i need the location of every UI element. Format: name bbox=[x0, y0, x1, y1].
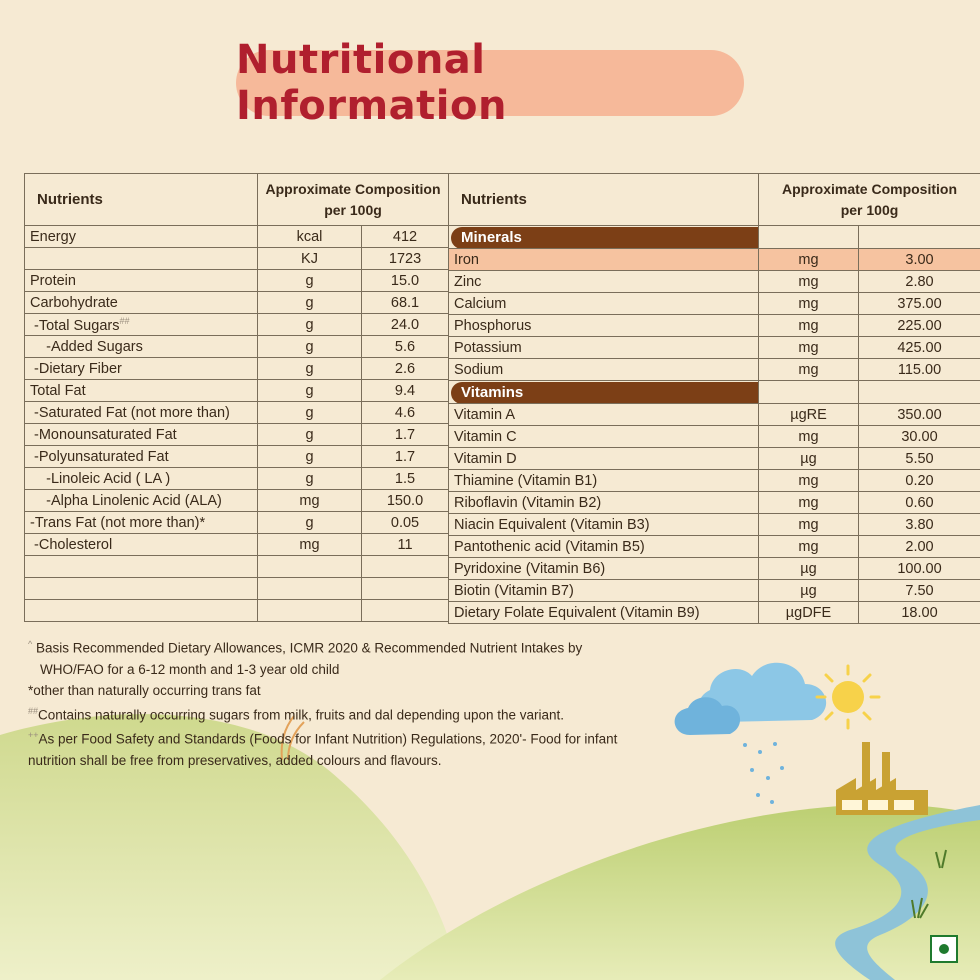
value-cell: 350.00 bbox=[859, 404, 980, 426]
value-cell: 0.20 bbox=[859, 470, 980, 492]
unit-cell: mg bbox=[759, 514, 859, 536]
table-row bbox=[449, 337, 980, 359]
value-cell: 1.7 bbox=[362, 424, 449, 446]
nutrient-name: Iron bbox=[449, 249, 759, 271]
header-composition: Approximate Composition per 100g bbox=[759, 174, 980, 226]
table-row-highlighted bbox=[449, 249, 980, 271]
value-cell: 100.00 bbox=[859, 558, 980, 580]
value-cell: 18.00 bbox=[859, 602, 980, 624]
sun-icon bbox=[817, 666, 879, 728]
table-row bbox=[449, 492, 980, 514]
value-cell: 2.80 bbox=[859, 271, 980, 293]
value-cell: 0.60 bbox=[859, 492, 980, 514]
value-cell bbox=[362, 600, 449, 622]
unit-cell: g bbox=[258, 270, 362, 292]
table-row bbox=[25, 270, 449, 292]
table-row bbox=[25, 336, 449, 358]
nutrient-name: -Trans Fat (not more than)* bbox=[25, 512, 258, 534]
value-cell: 0.05 bbox=[362, 512, 449, 534]
nutrient-name: -Linoleic Acid ( LA ) bbox=[25, 468, 258, 490]
footnote-2: *other than naturally occurring trans fat bbox=[28, 682, 261, 698]
value-cell bbox=[362, 556, 449, 578]
section-minerals bbox=[449, 226, 980, 249]
nutrient-name: -Monounsaturated Fat bbox=[25, 424, 258, 446]
nutrient-name: Biotin (Vitamin B7) bbox=[449, 580, 759, 602]
header-nutrients: Nutrients bbox=[25, 174, 258, 226]
table-row bbox=[25, 468, 449, 490]
nutrient-name: Phosphorus bbox=[449, 315, 759, 337]
footnote-4-cont: nutrition shall be free from preservatives, added colours and flavours. bbox=[28, 752, 442, 768]
unit-cell: µg bbox=[759, 580, 859, 602]
value-cell: 2.00 bbox=[859, 536, 980, 558]
table-row bbox=[449, 293, 980, 315]
nutrient-name: Sodium bbox=[449, 359, 759, 381]
table-header bbox=[25, 174, 449, 226]
value-cell: 412 bbox=[362, 226, 449, 248]
nutrient-name: -Cholesterol bbox=[25, 534, 258, 556]
unit-cell: g bbox=[258, 292, 362, 314]
table-row bbox=[449, 514, 980, 536]
unit-cell: mg bbox=[759, 426, 859, 448]
footnote-1: ^ Basis Recommended Dietary Allowances, ICMR 2020 & Recommended Nutrient Intakes by bbox=[28, 639, 583, 656]
nutrient-name: -Added Sugars bbox=[25, 336, 258, 358]
value-cell: 425.00 bbox=[859, 337, 980, 359]
nutrient-name bbox=[25, 248, 258, 270]
table-row bbox=[449, 315, 980, 337]
table-row bbox=[25, 226, 449, 248]
section-vitamins bbox=[449, 381, 980, 404]
nutrient-name: Niacin Equivalent (Vitamin B3) bbox=[449, 514, 759, 536]
unit-cell bbox=[258, 578, 362, 600]
value-cell: 1.5 bbox=[362, 468, 449, 490]
value-cell: 3.80 bbox=[859, 514, 980, 536]
table-row bbox=[449, 426, 980, 448]
unit-cell: mg bbox=[759, 271, 859, 293]
unit-cell bbox=[258, 600, 362, 622]
unit-cell: KJ bbox=[258, 248, 362, 270]
unit-cell: g bbox=[258, 468, 362, 490]
section-vitamins-label: Vitamins bbox=[451, 382, 759, 404]
nutrient-name: Thiamine (Vitamin B1) bbox=[449, 470, 759, 492]
nutrient-name: Total Fat bbox=[25, 380, 258, 402]
unit-cell bbox=[258, 556, 362, 578]
value-cell: 115.00 bbox=[859, 359, 980, 381]
nutrient-name: Carbohydrate bbox=[25, 292, 258, 314]
footnotes bbox=[28, 634, 617, 771]
table-header bbox=[449, 174, 980, 226]
unit-cell: g bbox=[258, 336, 362, 358]
unit-cell: mg bbox=[759, 492, 859, 514]
unit-cell: µg bbox=[759, 558, 859, 580]
unit-cell: kcal bbox=[258, 226, 362, 248]
value-cell: 375.00 bbox=[859, 293, 980, 315]
unit-cell: mg bbox=[759, 470, 859, 492]
cloud-icon bbox=[675, 663, 826, 735]
table-row bbox=[25, 424, 449, 446]
value-cell: 7.50 bbox=[859, 580, 980, 602]
unit-cell: mg bbox=[759, 293, 859, 315]
table-row bbox=[25, 490, 449, 512]
table-row bbox=[25, 600, 449, 622]
nutrient-name: Vitamin C bbox=[449, 426, 759, 448]
nutrient-name: Dietary Folate Equivalent (Vitamin B9) bbox=[449, 602, 759, 624]
unit-cell: mg bbox=[759, 359, 859, 381]
unit-cell: g bbox=[258, 512, 362, 534]
footnote-mark: ## bbox=[119, 315, 130, 326]
unit-cell: mg bbox=[759, 249, 859, 271]
value-cell: 5.50 bbox=[859, 448, 980, 470]
table-row bbox=[449, 271, 980, 293]
value-cell: 68.1 bbox=[362, 292, 449, 314]
factory-icon bbox=[836, 742, 928, 815]
section-minerals-label: Minerals bbox=[451, 227, 759, 249]
nutrient-name: -Total Sugars## bbox=[25, 314, 258, 336]
value-cell: 3.00 bbox=[859, 249, 980, 271]
table-row bbox=[25, 292, 449, 314]
nutrient-name: Potassium bbox=[449, 337, 759, 359]
footnote-3: ##Contains naturally occurring sugars from milk, fruits and dal depending upon the variant. bbox=[28, 705, 565, 722]
nutrient-name bbox=[25, 578, 258, 600]
value-cell: 9.4 bbox=[362, 380, 449, 402]
title-pill bbox=[236, 37, 744, 129]
value-cell: 30.00 bbox=[859, 426, 980, 448]
nutrient-name: -Polyunsaturated Fat bbox=[25, 446, 258, 468]
micronutrients-table bbox=[448, 173, 980, 624]
unit-cell: mg bbox=[759, 315, 859, 337]
table-row bbox=[449, 580, 980, 602]
nutrient-name: Vitamin D bbox=[449, 448, 759, 470]
table-row bbox=[25, 314, 449, 336]
value-cell bbox=[362, 578, 449, 600]
unit-cell: g bbox=[258, 446, 362, 468]
nutrient-name: Protein bbox=[25, 270, 258, 292]
page-title: Nutritional Information bbox=[236, 37, 507, 129]
footnote-4: ++As per Food Safety and Standards (Foods for Infant Nutrition) Regulations, 2020'- Food for infant bbox=[28, 730, 618, 747]
table-row bbox=[25, 556, 449, 578]
table-row bbox=[449, 558, 980, 580]
unit-cell: mg bbox=[258, 534, 362, 556]
unit-cell: mg bbox=[258, 490, 362, 512]
header-nutrients: Nutrients bbox=[449, 174, 759, 226]
value-cell: 1.7 bbox=[362, 446, 449, 468]
table-row bbox=[25, 380, 449, 402]
nutrient-name: Calcium bbox=[449, 293, 759, 315]
value-cell: 15.0 bbox=[362, 270, 449, 292]
table-row bbox=[25, 534, 449, 556]
value-cell: 24.0 bbox=[362, 314, 449, 336]
nutrient-name: -Saturated Fat (not more than) bbox=[25, 402, 258, 424]
nutrient-name: Vitamin A bbox=[449, 404, 759, 426]
macronutrients-table bbox=[24, 173, 449, 622]
unit-cell: mg bbox=[759, 337, 859, 359]
nutrient-name bbox=[25, 600, 258, 622]
nutrient-name: Zinc bbox=[449, 271, 759, 293]
unit-cell: µg bbox=[759, 448, 859, 470]
footnote-1-cont: WHO/FAO for a 6-12 month and 1-3 year old child bbox=[40, 661, 340, 677]
rain-icon bbox=[743, 742, 784, 804]
unit-cell: g bbox=[258, 314, 362, 336]
unit-cell: µgDFE bbox=[759, 602, 859, 624]
value-cell: 1723 bbox=[362, 248, 449, 270]
table-row bbox=[25, 248, 449, 270]
nutrient-name: -Alpha Linolenic Acid (ALA) bbox=[25, 490, 258, 512]
table-row bbox=[449, 602, 980, 624]
unit-cell: g bbox=[258, 402, 362, 424]
value-cell: 11 bbox=[362, 534, 449, 556]
nutrient-name: Pyridoxine (Vitamin B6) bbox=[449, 558, 759, 580]
unit-cell: g bbox=[258, 358, 362, 380]
table-row bbox=[25, 358, 449, 380]
table-row bbox=[449, 470, 980, 492]
table-row bbox=[449, 404, 980, 426]
nutrient-name: -Dietary Fiber bbox=[25, 358, 258, 380]
nutrient-name bbox=[25, 556, 258, 578]
table-row bbox=[449, 448, 980, 470]
table-row bbox=[25, 512, 449, 534]
value-cell: 225.00 bbox=[859, 315, 980, 337]
table-row bbox=[25, 402, 449, 424]
nutrient-name: Riboflavin (Vitamin B2) bbox=[449, 492, 759, 514]
value-cell: 5.6 bbox=[362, 336, 449, 358]
table-row bbox=[449, 359, 980, 381]
veg-mark-icon bbox=[930, 935, 958, 963]
value-cell: 2.6 bbox=[362, 358, 449, 380]
unit-cell: mg bbox=[759, 536, 859, 558]
table-row bbox=[25, 446, 449, 468]
unit-cell: g bbox=[258, 380, 362, 402]
nutrient-name: Pantothenic acid (Vitamin B5) bbox=[449, 536, 759, 558]
value-cell: 150.0 bbox=[362, 490, 449, 512]
unit-cell: g bbox=[258, 424, 362, 446]
unit-cell: µgRE bbox=[759, 404, 859, 426]
table-row bbox=[25, 578, 449, 600]
header-composition: Approximate Composition per 100g bbox=[258, 174, 449, 226]
value-cell: 4.6 bbox=[362, 402, 449, 424]
table-row bbox=[449, 536, 980, 558]
nutrient-name: Energy bbox=[25, 226, 258, 248]
